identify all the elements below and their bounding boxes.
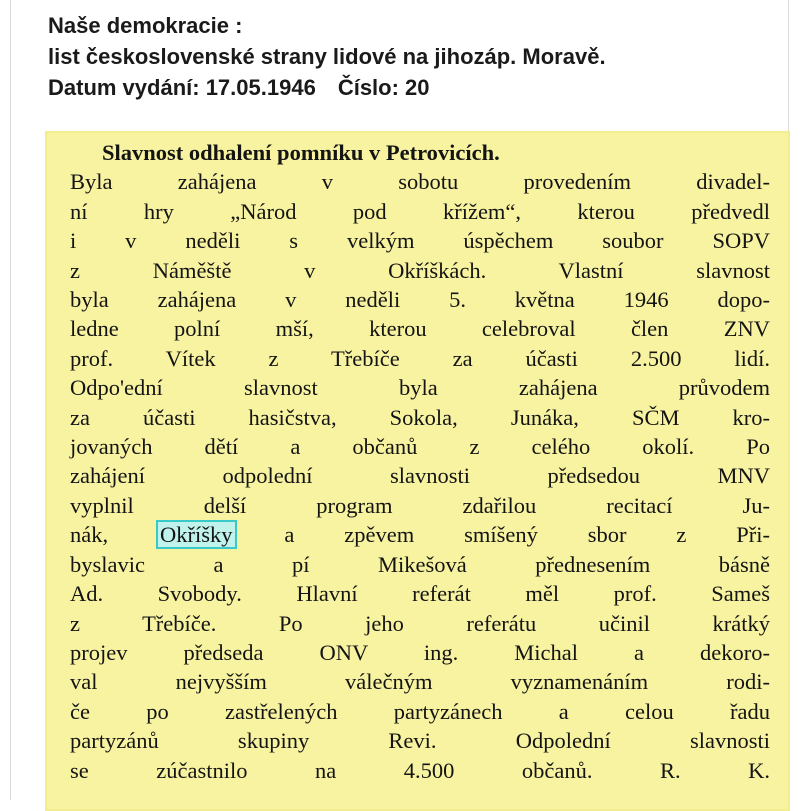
article-line: če po zastřelených partyzánech a celou řadu (70, 698, 770, 724)
document-header (48, 10, 784, 103)
article-line: val nejvyšším válečným vyznamenáním rodi- (70, 669, 770, 695)
article-line: za účasti hasičstva, Sokola, Junáka, SČM kro- (70, 404, 770, 430)
article-title: Slavnost odhalení pomníku v Petrovicích. (102, 140, 500, 165)
issue-info (48, 72, 784, 103)
article-last-line (70, 756, 770, 785)
article-line: i v neděli s velkým úspěchem soubor SOPV (70, 228, 770, 254)
article-line-highlighted (70, 520, 770, 549)
article-line: byla zahájena v neděli 5. května 1946 dopo- (70, 287, 770, 313)
newspaper-title: Naše demokracie : (48, 13, 243, 38)
newspaper-subtitle: list československé strany lidové na jihozáp. Moravě. (48, 44, 606, 69)
article-final-text: se zúčastnilo na 4.500 občanů. (70, 757, 593, 783)
line-text-before: nák, (70, 522, 109, 548)
article-line: jovaných dětí a občanů z celého okolí. Po (70, 434, 770, 460)
article-line: projev předseda ONV ing. Michal a dekoro- (70, 639, 770, 665)
author-signature: R. K. (659, 757, 771, 783)
article-line: prof. Vítek z Třebíče za účasti 2.500 lidí. (70, 345, 770, 371)
publication-date: Datum vydání: 17.05.1946 (48, 75, 316, 100)
article-line: Byla zahájena v sobotu provedením divadel- (70, 169, 770, 195)
article-line: z Třebíče. Po jeho referátu učinil krátký (70, 610, 770, 636)
article-line: zahájení odpolední slavnosti předsedou MNV (70, 463, 770, 489)
article-line: Ad. Svobody. Hlavní referát měl prof. Sameš (70, 581, 770, 607)
article-line: ledne polní mší, kterou celebroval člen ZNV (70, 316, 770, 342)
line-text-after: a zpěvem smíšený sbor z Při- (284, 522, 771, 548)
article-line: ní hry „Národ pod křížem“, kterou předvedl (70, 198, 770, 224)
page-border-left (10, 0, 11, 800)
article-line: byslavic a pí Mikešová přednesením básně (70, 551, 770, 577)
article-line: Odpo'ední slavnost byla zahájena průvodem (70, 375, 770, 401)
search-highlight[interactable]: Okříšky (160, 522, 233, 548)
article-line: partyzánů skupiny Revi. Odpolední slavnosti (70, 728, 770, 754)
issue-number: Číslo: 20 (337, 75, 430, 100)
article-line: vyplnil delší program zdařilou recitací Ju- (70, 492, 770, 518)
article-line: z Náměště v Okříškách. Vlastní slavnost (70, 257, 770, 283)
article-body (70, 138, 770, 785)
